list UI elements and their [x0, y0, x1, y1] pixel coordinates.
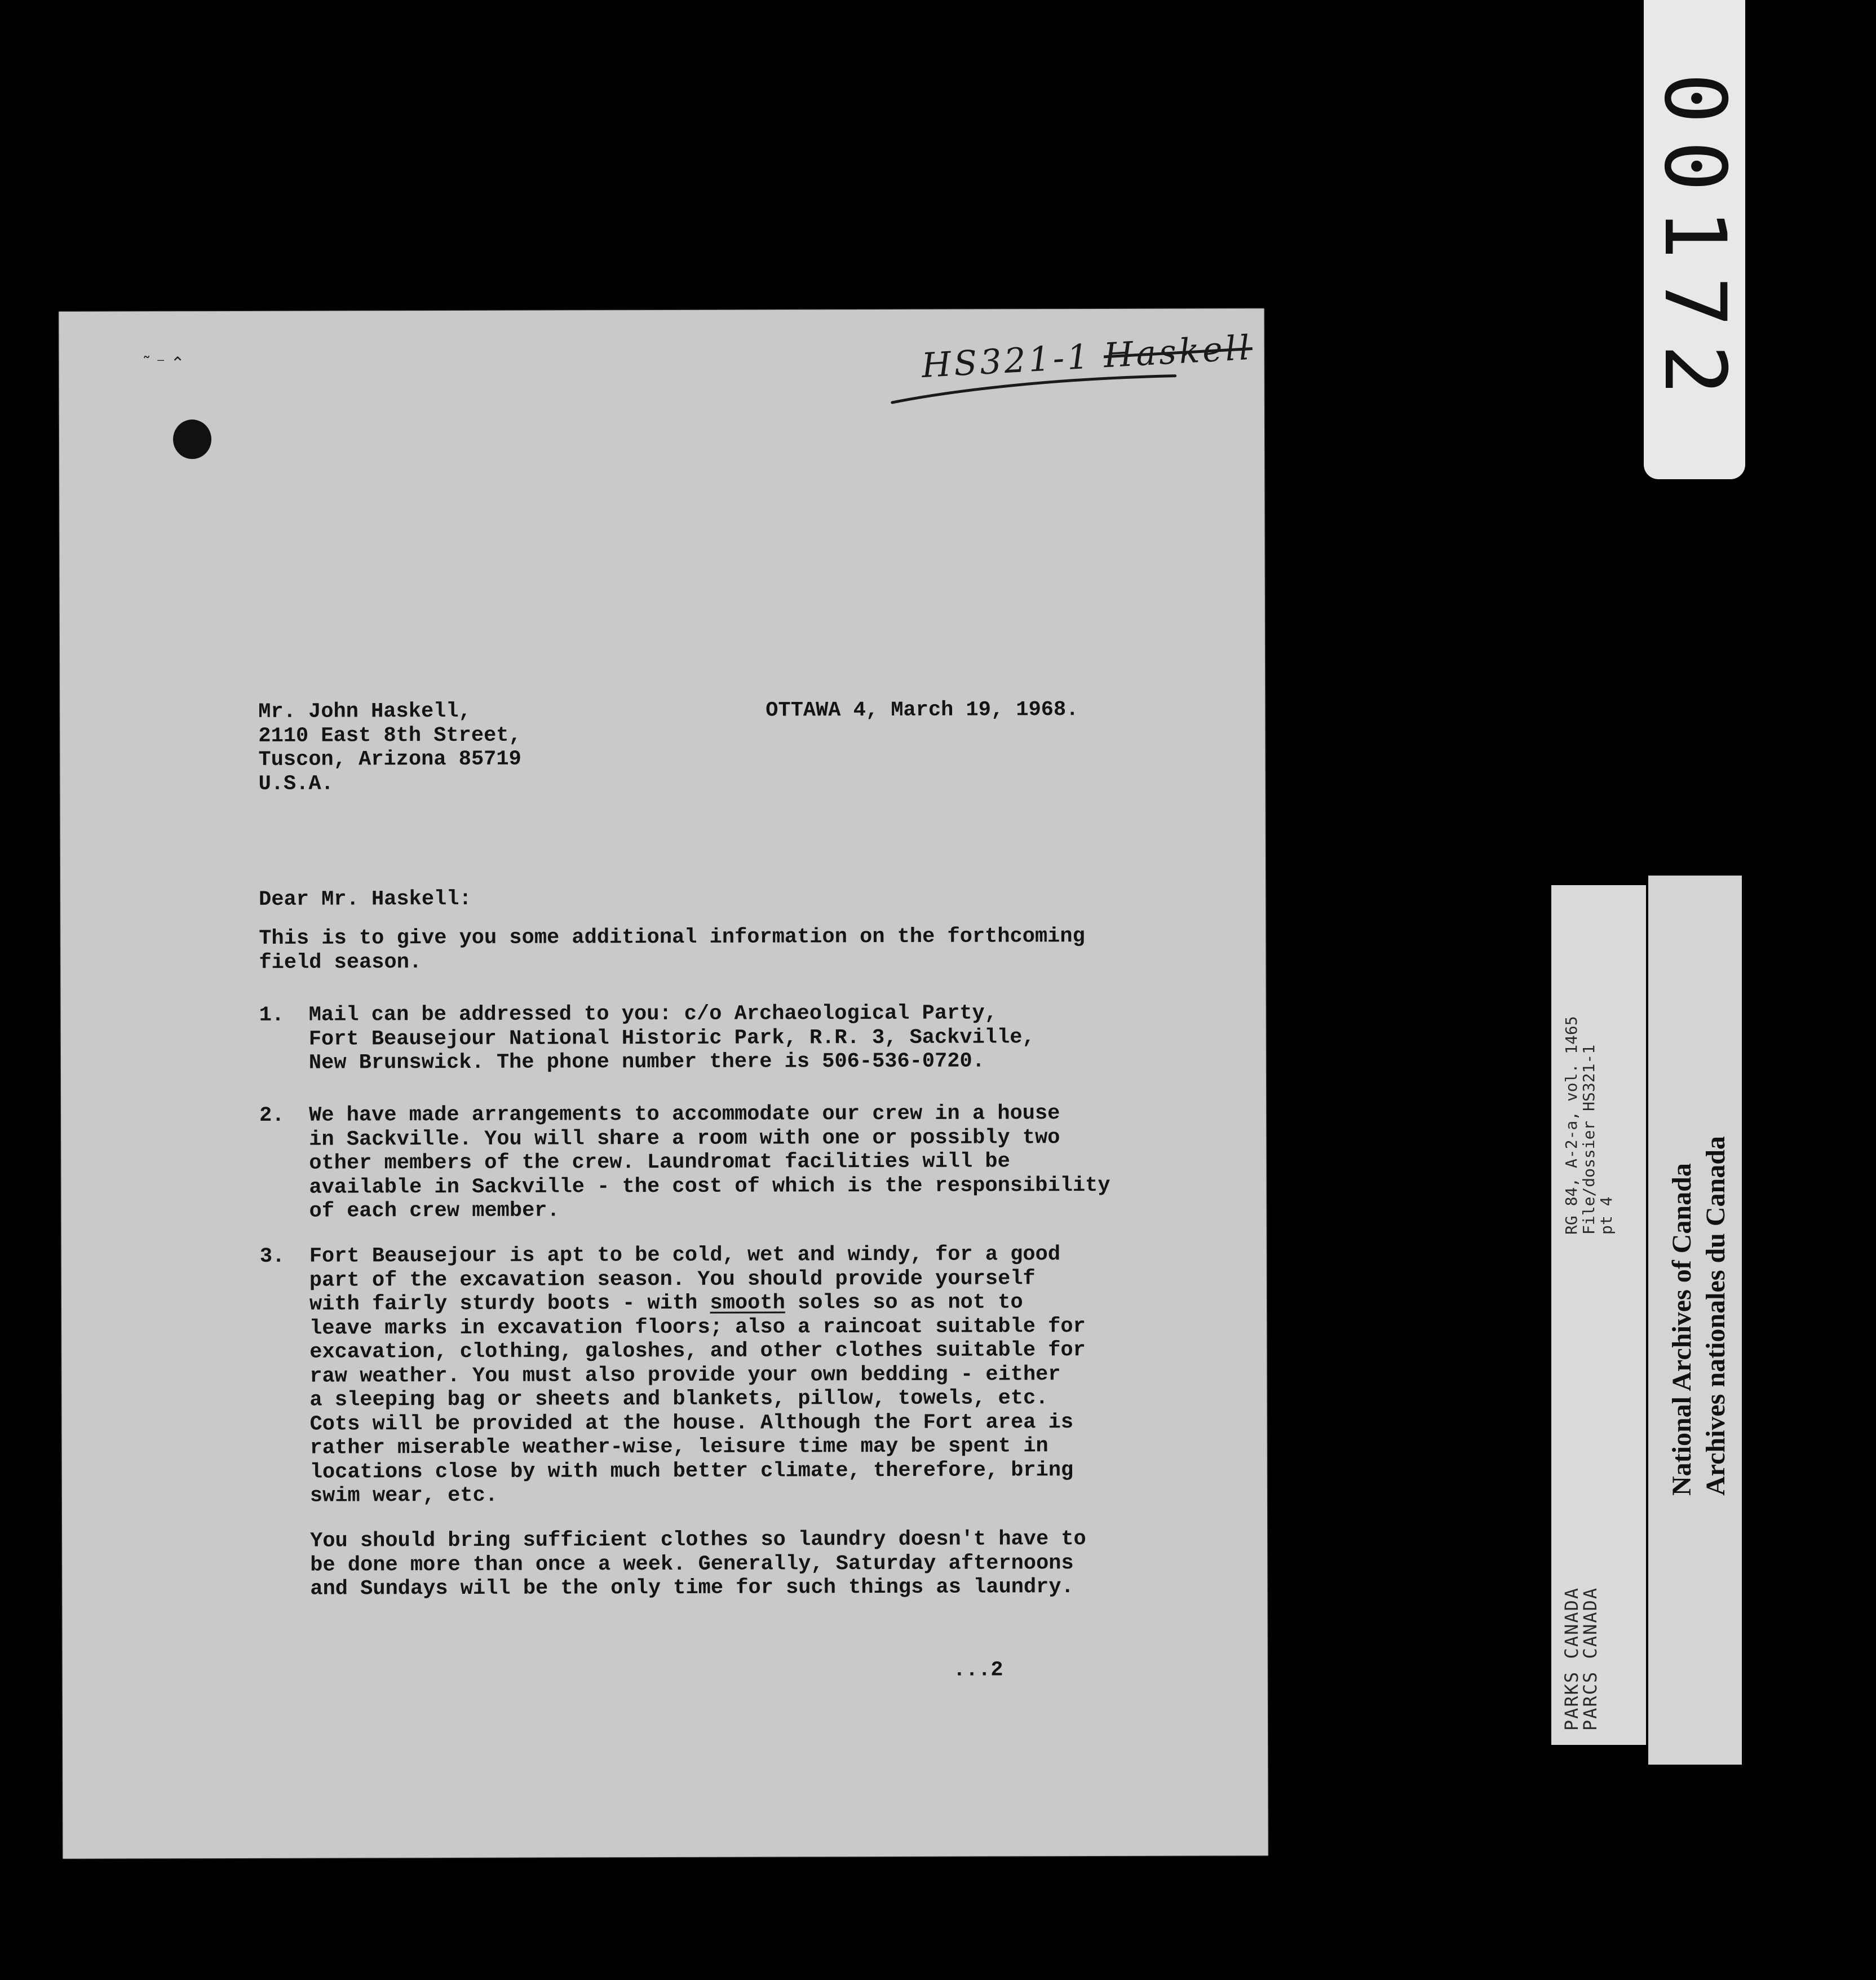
recipient-address: Mr. John Haskell, 2110 East 8th Street, Tuscon, Arizona 85719 U.S.A. — [258, 699, 521, 796]
item-number: 2. — [259, 1103, 285, 1128]
item-number: 1. — [259, 1003, 285, 1027]
item-text — [309, 1243, 1086, 1508]
dateline: OTTAWA 4, March 19, 1968. — [766, 698, 1079, 723]
archive-reference-text: RG 84, A-2-a, vol. 1465 File/dossier HS321-1 pt 4 — [1562, 1016, 1616, 1235]
file-ref-struck-name: Haskell — [1103, 328, 1254, 376]
underlined-word: smooth — [710, 1291, 785, 1315]
salutation: Dear Mr. Haskell: — [259, 887, 472, 912]
item-text: Mail can be addressed to you: c/o Archaeological Party, Fort Beausejour National Historic Park, R.R. 3, Sackville, New Brunswick. The phone number there is 506-536-0720. — [308, 1001, 1035, 1075]
item-text: We have made arrangements to accommodate our crew in a house in Sackville. You will share a room with one or possibly two other members of the crew. Laundromat facilities will be available in Sackville - the cost of which is the responsibility of each crew member. — [309, 1102, 1110, 1223]
national-archives-text: National Archives of Canada Archives nationales du Canada — [1667, 1136, 1731, 1496]
intro-paragraph: This is to give you some additional information on the forthcoming field season. — [259, 925, 1085, 975]
letter-page — [59, 308, 1268, 1859]
item-number: 3. — [259, 1244, 285, 1269]
frame-number-strip — [1644, 0, 1745, 479]
corner-marks: ˜ ⁻ ⌃ — [142, 353, 185, 374]
national-archives-label — [1648, 876, 1742, 1765]
frame-number: 00172 — [1645, 73, 1744, 412]
handwritten-underline — [888, 373, 1181, 407]
item-text-before: Fort Beausejour is apt to be cold, wet and windy, for a good part of the excavation season. You should provide yourself with fairly sturdy boots - with — [309, 1243, 1061, 1316]
punch-hole — [173, 419, 211, 459]
parks-canada-text: PARKS CANADA PARCS CANADA — [1561, 1586, 1601, 1731]
file-ref-number: HS321-1 — [921, 337, 1092, 386]
laundry-paragraph: You should bring sufficient clothes so laundry doesn't have to be done more than once a week. Generally, Saturday afternoons and Sundays will be the only time for such things as laundry. — [310, 1527, 1086, 1601]
item-text-after: soles so as not to leave marks in excavation floors; also a raincoat suitable for excavation, clothing, galoshes, and other clothes suitable for raw weather. You must also provide your own bedding - either a sleeping bag or sheets and blankets, pillow, towels, etc. Cots will be provided at the house. Although the Fort area is rather miserable weather-wise, leisure time may be spent in locations close by with much better climate, therefore, bring swim wear, etc. — [309, 1290, 1086, 1508]
page-continuation: ...2 — [953, 1658, 1003, 1682]
archive-reference-label — [1551, 885, 1646, 1745]
